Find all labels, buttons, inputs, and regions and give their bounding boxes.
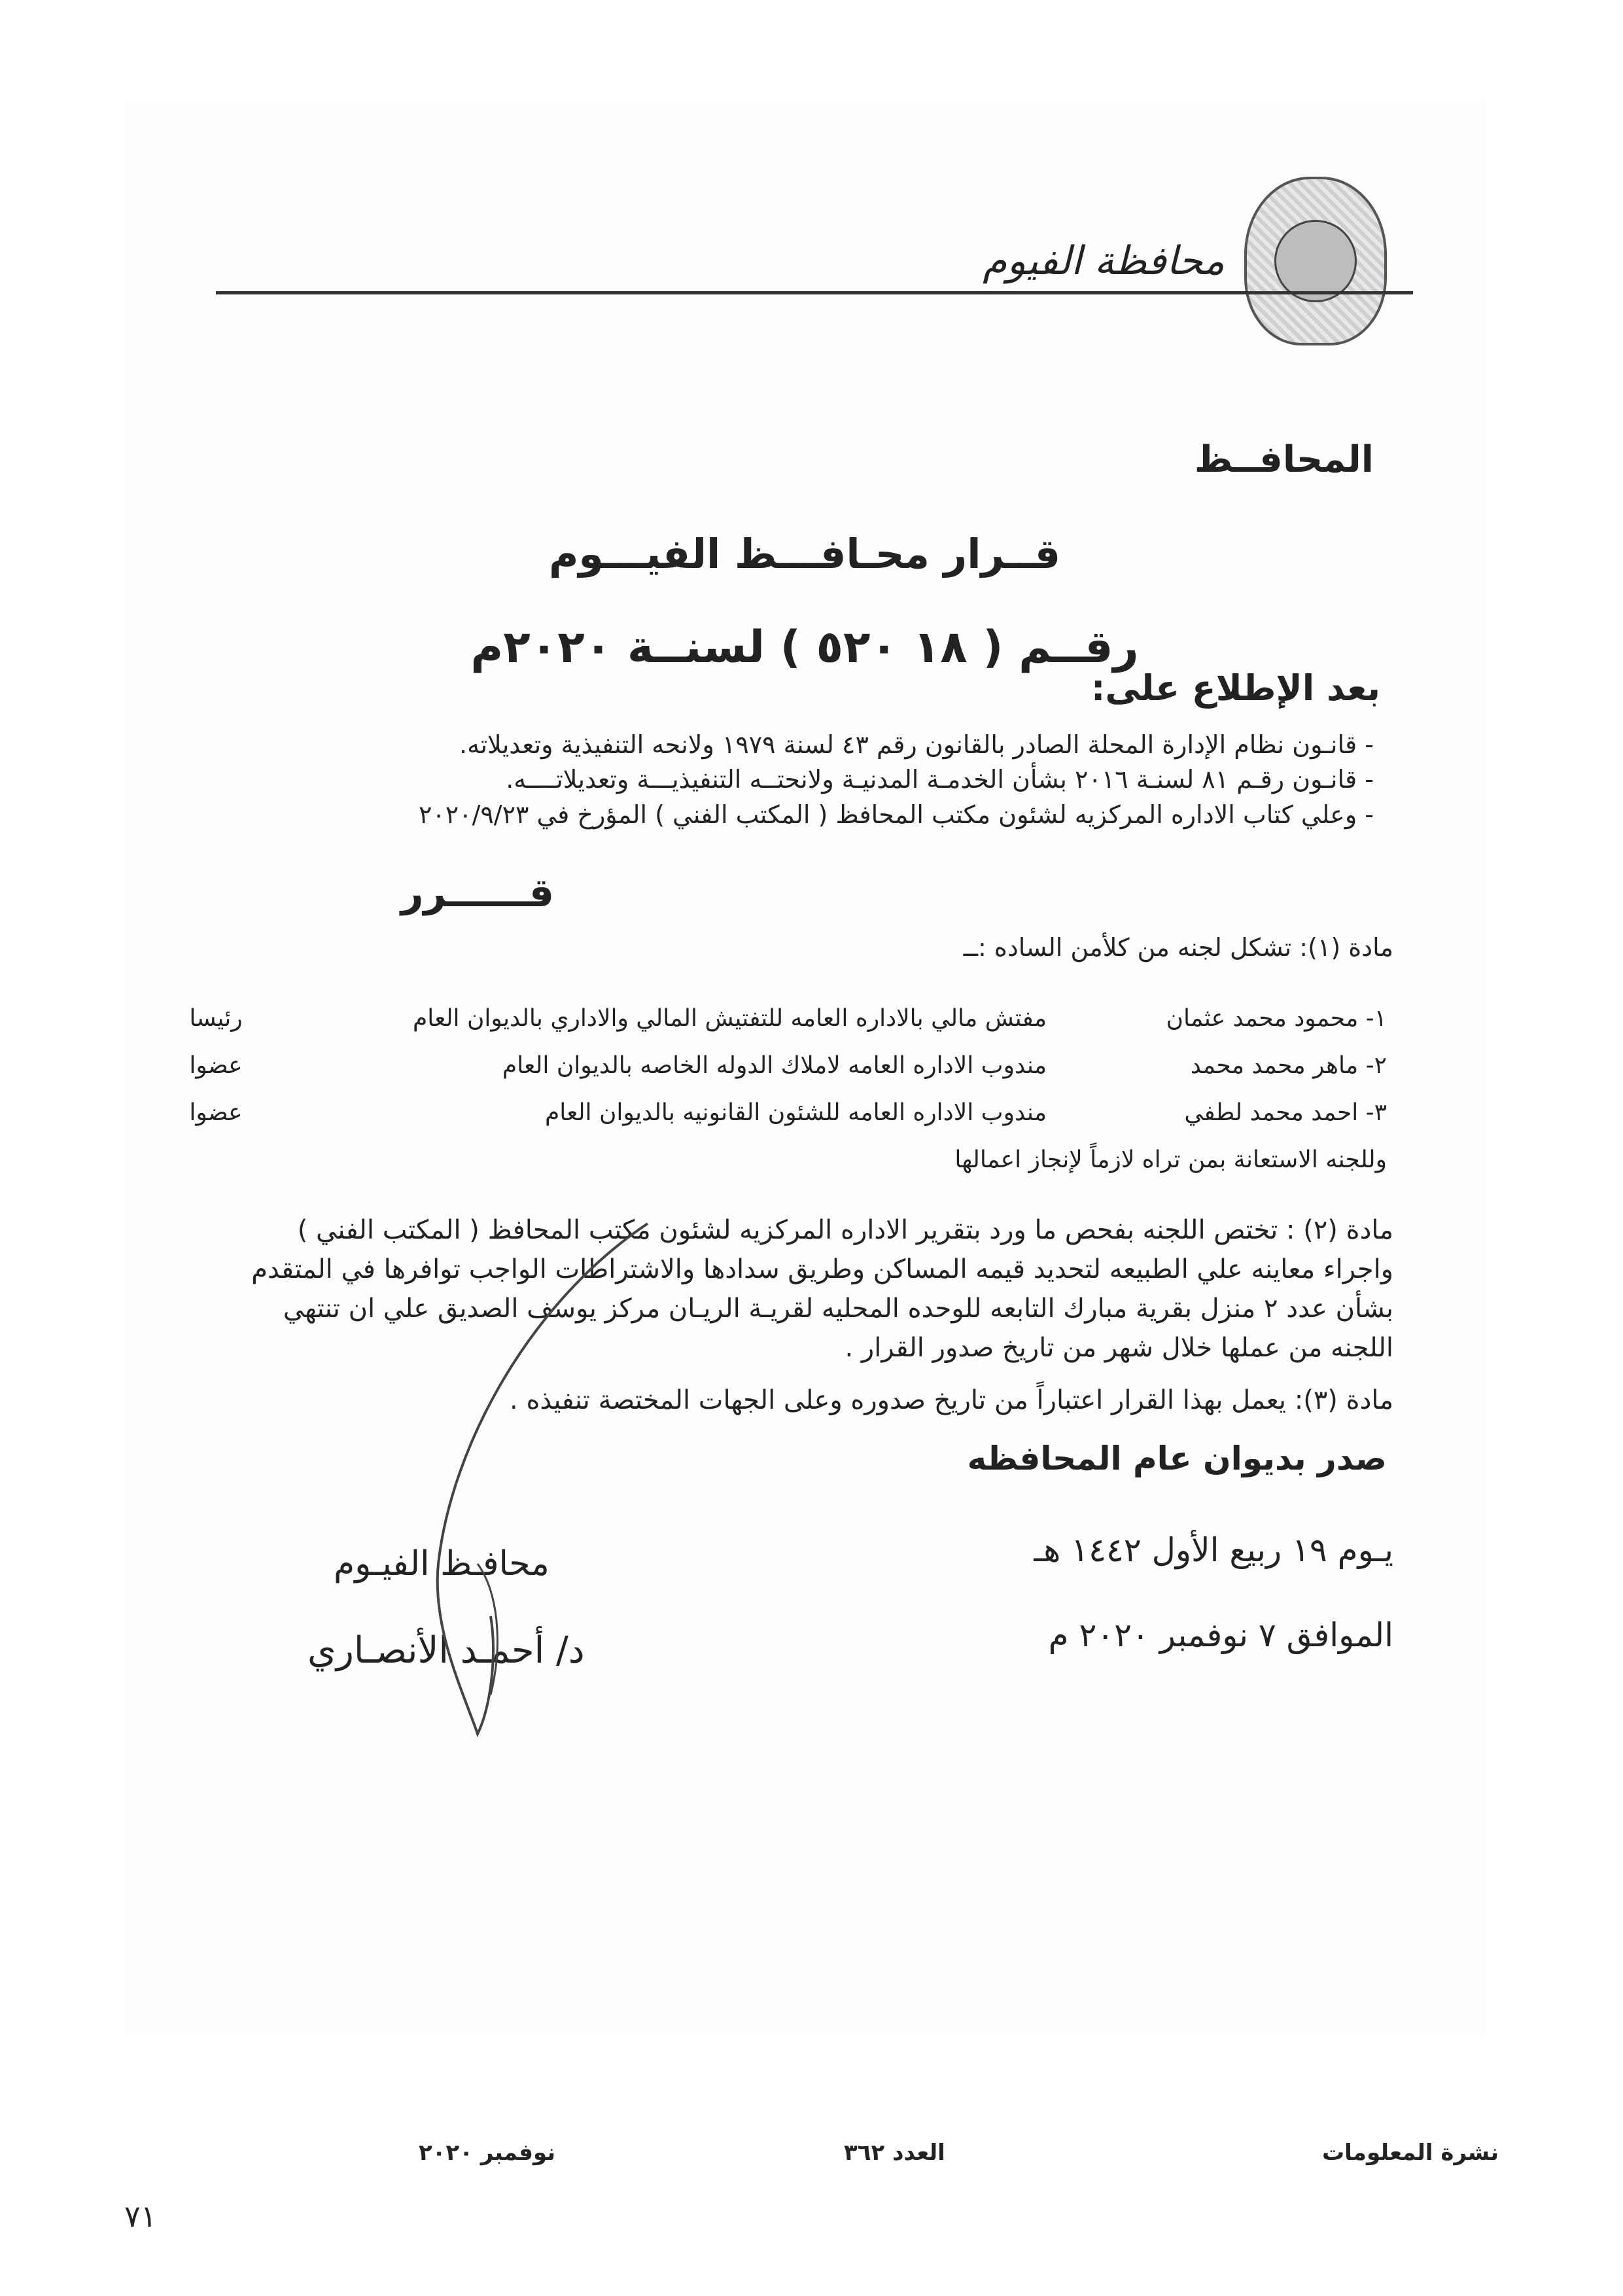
decides-heading: قــــــرر <box>400 870 555 916</box>
publication-name: نشرة المعلومات <box>1321 2140 1499 2166</box>
article-1-intro: مادة (١): تشكل لجنه من كلأمن الساده :ــ <box>963 933 1393 962</box>
decree-title: قــرار محـافـــظ الفيـــوم <box>548 530 1061 578</box>
committee-members <box>157 995 1387 1183</box>
governorate-name: محافظة الفيوم <box>983 238 1225 284</box>
letterhead <box>983 177 1387 345</box>
member-role: عضوا <box>189 1051 243 1079</box>
member-name: ١- محمود محمد عثمان <box>1166 1004 1387 1032</box>
review-item: - قانـون نظام الإدارة المحلة الصادر بالقانون رقم ٤٣ لسنة ١٩٧٩ ولانحه التنفيذية وتعديلاته. <box>459 730 1374 759</box>
article-3: مادة (٣): يعمل بهذا القرار اعتباراً من تاريخ صدوره وعلى الجهات المختصة تنفيذه . <box>510 1385 1393 1415</box>
member-row <box>157 1089 1387 1136</box>
issue-number: العدد ٣٦٢ <box>844 2140 945 2166</box>
scanned-page <box>124 98 1485 2035</box>
member-role: رئيسا <box>189 1004 243 1032</box>
page-footer <box>0 2140 1623 2192</box>
publication-date: نوفمبر ٢٠٢٠ <box>419 2140 556 2166</box>
header-rule <box>216 291 1413 294</box>
article-2-line: مادة (٢) : تختص اللجنه بفحص ما ورد بتقرير الاداره المركزيه لشئون مكتب المحافظ ( المكتب الفني ) <box>297 1215 1393 1245</box>
member-role: عضوا <box>189 1099 243 1126</box>
member-row <box>157 1042 1387 1089</box>
issued-at: صدر بديوان عام المحافظه <box>967 1439 1387 1477</box>
member-position: مندوب الاداره العامه لاملاك الدوله الخاصه بالديوان العام <box>502 1051 1047 1079</box>
member-name: ٢- ماهر محمد محمد <box>1190 1051 1387 1079</box>
governor-heading: المحافــظ <box>1194 438 1374 481</box>
review-item: - وعلي كتاب الاداره المركزيه لشئون مكتب المحافظ ( المكتب الفني ) المؤرخ في ٢٠٢٠/٩/٢٣ <box>418 800 1374 829</box>
review-item: - قانـون رقـم ٨١ لسنـة ٢٠١٦ بشأن الخدمـة المدنيـة ولانحتــه التنفيذيـــة وتعديلاتــــه. <box>506 765 1374 794</box>
member-position: مندوب الاداره العامه للشئون القانونيه بالديوان العام <box>544 1099 1047 1126</box>
review-heading: بعد الإطلاع على: <box>1091 667 1380 709</box>
decree-number: رقــم ( ١٨ ٥٢٠ ) لسنــة ٢٠٢٠م <box>470 622 1139 673</box>
article-2-line: بشأن عدد ٢ منزل بقرية مبارك التابعه للوحده المحليه لقريـة الريـان مركز يوسف الصديق علي ان تنتهي <box>283 1294 1393 1324</box>
review-list <box>262 726 1374 834</box>
signatory-name: د/ أحمـد الأنصـاري <box>307 1629 585 1672</box>
gregorian-date: الموافق ٧ نوفمبر ٢٠٢٠ م <box>1048 1616 1393 1654</box>
handwritten-signature-icon <box>281 1197 778 1786</box>
member-name: ٣- احمد محمد لطفي <box>1184 1099 1387 1126</box>
article-2-line: واجراء معاينه علي الطبيعه لتحديد قيمه المساكن وطريق سدادها والاشتراطات الواجب توافرها في المتقدم <box>251 1254 1393 1284</box>
member-position: مفتش مالي بالاداره العامه للتفتيش المالي والاداري بالديوان العام <box>412 1004 1047 1032</box>
article-2-line: اللجنه من عملها خلال شهر من تاريخ صدور القرار . <box>845 1333 1393 1363</box>
article-1-closing: وللجنه الاستعانة بمن تراه لازماً لإنجاز اعمالها <box>954 1146 1387 1173</box>
hijri-date: يـوم ١٩ ربيع الأول ١٤٤٢ هـ <box>1034 1531 1393 1569</box>
page-number: ٧١ <box>124 2199 157 2234</box>
member-row <box>157 995 1387 1042</box>
signatory-title: محافـظ الفيـوم <box>334 1544 550 1583</box>
governorate-seal-icon <box>1244 177 1387 345</box>
